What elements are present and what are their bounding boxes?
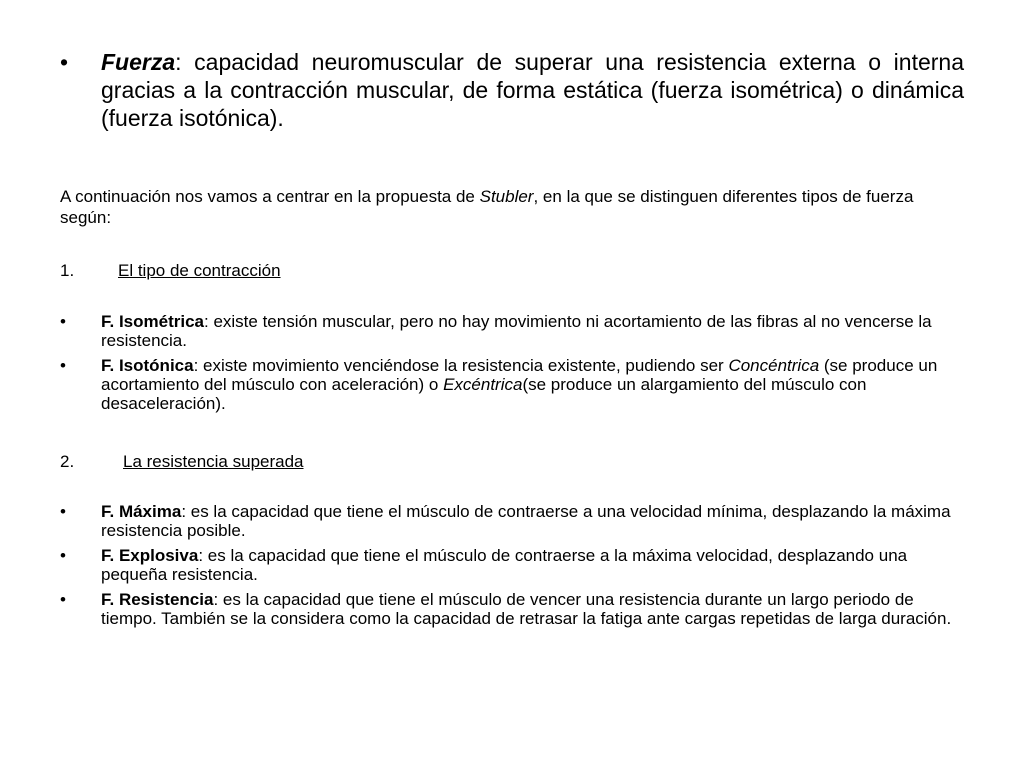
bullet-icon: • — [60, 546, 66, 565]
item-emphasis-concentrica: Concéntrica — [728, 356, 820, 375]
section-title: El tipo de contracción — [118, 261, 281, 280]
section-title: La resistencia superada — [123, 452, 304, 471]
bullet-icon: • — [60, 356, 66, 375]
bullet-icon: • — [60, 502, 66, 521]
item-term: F. Explosiva — [101, 546, 199, 565]
item-text: : existe movimiento venciéndose la resistencia existente, pudiendo ser — [193, 356, 729, 375]
item-text: : es la capacidad que tiene el músculo de vencer una resistencia durante un largo periodo de tiempo. También se la considera como la capacidad de retrasar la fatiga ante cargas repetidas de larga duración. — [101, 590, 952, 628]
contraction-types-list — [60, 312, 964, 419]
item-text: : es la capacidad que tiene el músculo de contraerse a la máxima velocidad, desplazando una pequeña resistencia. — [101, 546, 908, 584]
list-item-isotonica — [60, 356, 964, 413]
item-term: F. Resistencia — [101, 590, 214, 609]
item-text: : existe tensión muscular, pero no hay movimiento ni acortamiento de las fibras al no vencerse la resistencia. — [101, 312, 932, 350]
list-item-maxima — [60, 502, 964, 540]
list-item-resistencia — [60, 590, 964, 628]
item-term: F. Isotónica — [101, 356, 194, 375]
section-number: 2. — [60, 452, 75, 471]
item-term: F. Máxima — [101, 502, 182, 521]
intro-text-after: , en la que se distinguen diferentes tipos de fuerza según: — [60, 187, 914, 227]
bullet-icon: • — [60, 49, 69, 75]
fuerza-description: : capacidad neuromuscular de superar una resistencia externa o interna gracias a la contracción muscular, de forma estática (fuerza isométrica) o dinámica (fuerza isotónica). — [101, 49, 964, 131]
item-text: (se produce un alargamiento del músculo con desaceleración). — [101, 375, 867, 413]
resistance-types-list — [60, 502, 964, 634]
intro-author: Stubler — [479, 187, 534, 206]
fuerza-definition — [60, 48, 964, 132]
fuerza-definition-text — [101, 48, 964, 132]
item-term: F. Isométrica — [101, 312, 204, 331]
item-text: : es la capacidad que tiene el músculo de contraerse a una velocidad mínima, desplazando la máxima resistencia posible. — [101, 502, 951, 540]
section-number: 1. — [60, 261, 75, 280]
bullet-icon: • — [60, 312, 66, 331]
item-text: (se produce un acortamiento del músculo con aceleración) o — [101, 356, 938, 394]
list-item-explosiva — [60, 546, 964, 584]
intro-text-before: A continuación nos vamos a centrar en la propuesta de — [60, 187, 480, 206]
list-item-isometrica — [60, 312, 964, 350]
intro-paragraph — [60, 186, 964, 228]
bullet-icon: • — [60, 590, 66, 609]
fuerza-term: Fuerza — [101, 49, 176, 75]
item-emphasis-excentrica: Excéntrica — [443, 375, 523, 394]
